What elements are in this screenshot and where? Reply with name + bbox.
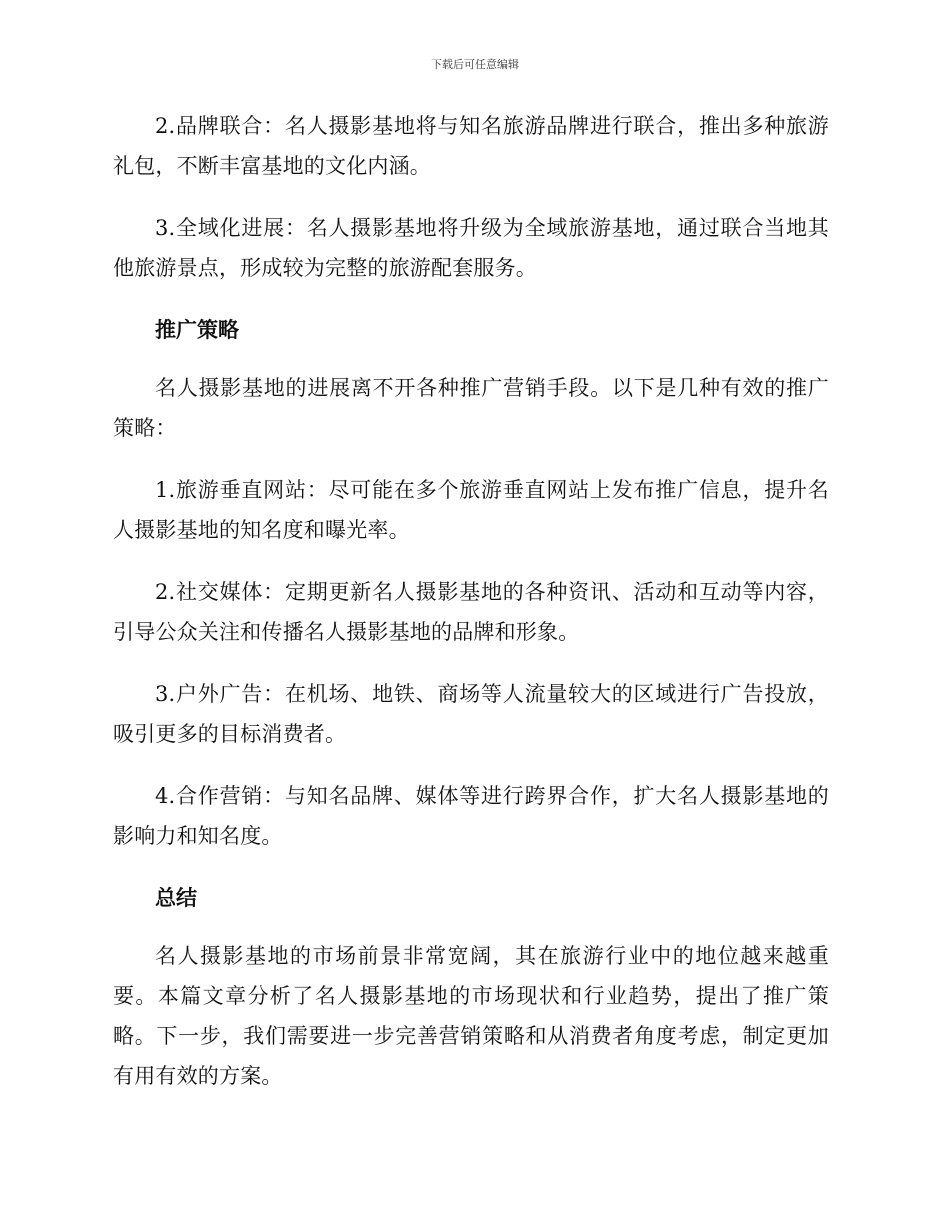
paragraph-social-media: 2.社交媒体：定期更新名人摄影基地的各种资讯、活动和互动等内容，引导公众关注和传播名人摄影基地的品牌和形象。 — [113, 580, 829, 644]
paragraph-summary: 名人摄影基地的市场前景非常宽阔，其在旅游行业中的地位越来越重要。本篇文章分析了名人摄影基地的市场现状和行业趋势，提出了推广策略。下一步，我们需要进一步完善营销策略和从消费者角度考虑，制定更加有用有效的方案。 — [113, 944, 829, 1088]
paragraph-outdoor-ads: 3.户外广告：在机场、地铁、商场等人流量较大的区域进行广告投放，吸引更多的目标消费者。 — [113, 682, 829, 746]
paragraph-brand-alliance: 2.品牌联合：名人摄影基地将与知名旅游品牌进行联合，推出多种旅游礼包，不断丰富基地的文化内涵。 — [113, 114, 829, 178]
paragraph-global-development: 3.全域化进展：名人摄影基地将升级为全域旅游基地，通过联合当地其他旅游景点，形成较为完整的旅游配套服务。 — [113, 216, 829, 280]
paragraph-co-marketing: 4.合作营销：与知名品牌、媒体等进行跨界合作，扩大名人摄影基地的影响力和知名度。 — [113, 784, 829, 848]
paragraph-promotion-intro: 名人摄影基地的进展离不开各种推广营销手段。以下是几种有效的推广策略： — [113, 376, 829, 440]
document-body — [113, 106, 829, 1118]
heading-promotion-strategy: 推广策略 — [155, 318, 239, 342]
page-header: 下载后可任意编辑 — [431, 58, 519, 71]
heading-summary: 总结 — [155, 886, 197, 910]
paragraph-travel-vertical-sites: 1.旅游垂直网站：尽可能在多个旅游垂直网站上发布推广信息，提升名人摄影基地的知名度和曝光率。 — [113, 478, 829, 542]
